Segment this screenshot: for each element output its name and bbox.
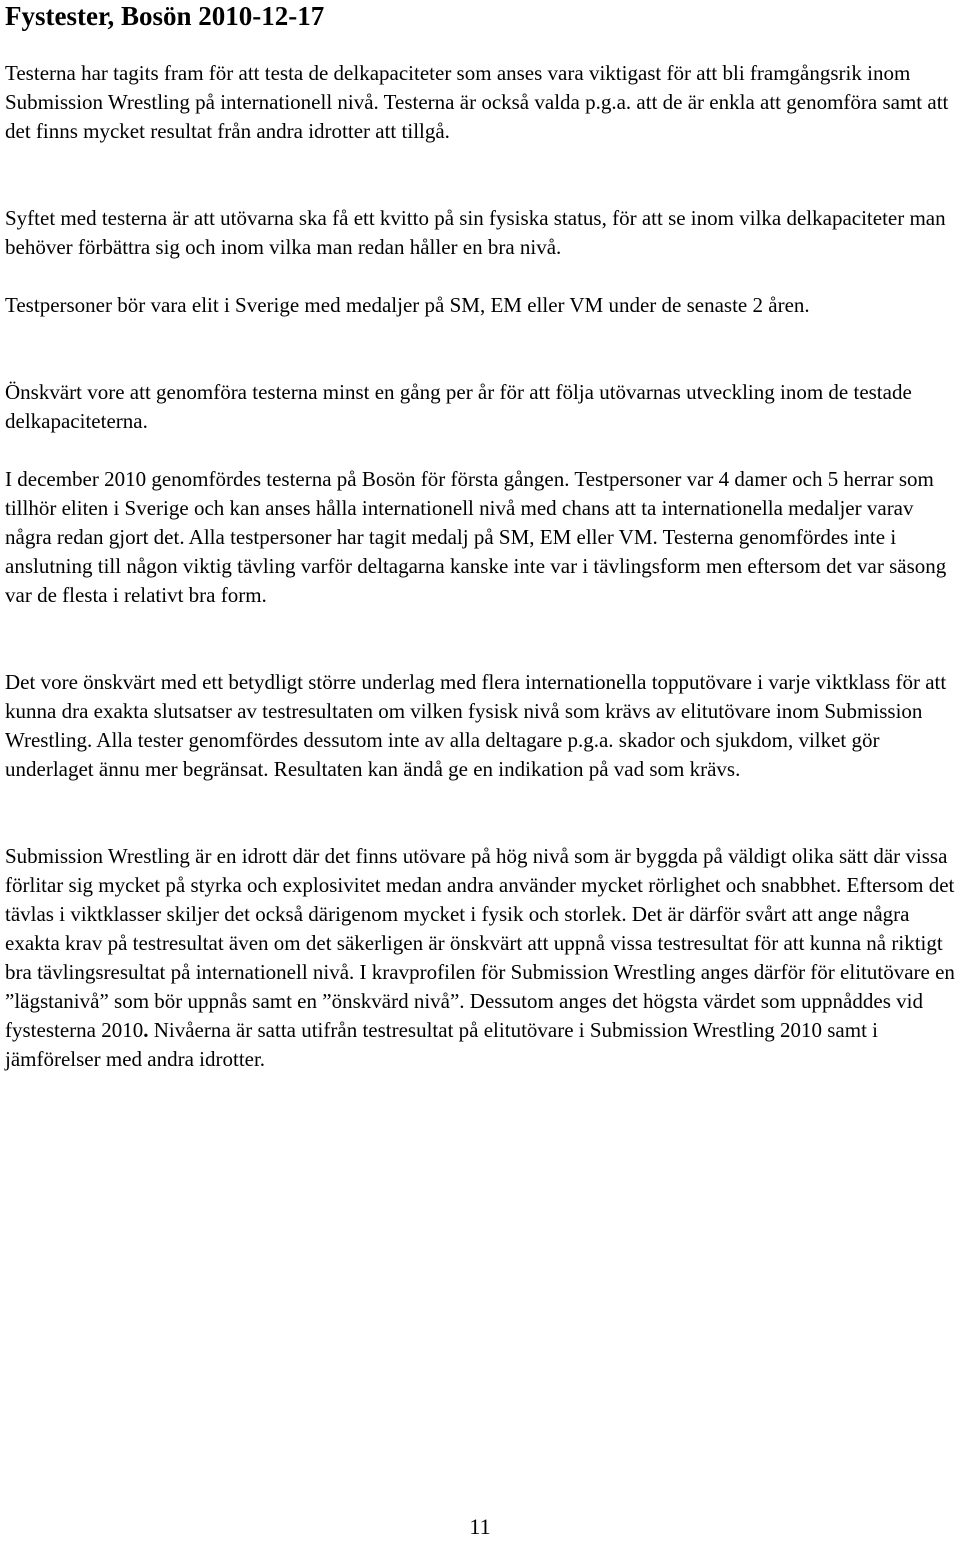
paragraph-test-subjects: Testpersoner bör vara elit i Sverige med medaljer på SM, EM eller VM under de senaste 2 åren. (5, 293, 810, 317)
page-number: 11 (469, 1514, 491, 1539)
paragraph-frequency: Önskvärt vore att genomföra testerna minst en gång per år för att följa utövarnas utveckling inom de testade delkapaciteterna. (5, 380, 912, 433)
paragraph-december-2010: I december 2010 genomfördes testerna på Bosön för första gången. Testpersoner var 4 damer och 5 herrar som tillhör eliten i Sverige och kan anses hålla internationell nivå med chans att ta internationella medaljer varav några redan gjort det. Alla testpersoner har tagit medalj på SM, EM eller VM. Testerna genomfördes inte i anslutning till någon viktig tävling varför deltagarna kanske inte var i tävlingsform men eftersom det var säsong var de flesta i relativt bra form. (5, 467, 947, 607)
paragraph-purpose: Syftet med testerna är att utövarna ska få ett kvitto på sin fysiska status, för att se inom vilka delkapaciteter man behöver förbättra sig och inom vilka man redan håller en bra nivå. (5, 206, 946, 259)
submission-text-part2: Nivåerna är satta utifrån testresultat på elitutövare i Submission Wrestling 2010 samt i jämförelser med andra idrotter. (5, 1018, 878, 1071)
paragraph-submission-wrestling (5, 842, 957, 1074)
submission-text-bold-period: . (143, 1018, 149, 1042)
paragraph-intro: Testerna har tagits fram för att testa de delkapaciteter som anses vara viktigast för att bli framgångsrik inom Submission Wrestling på internationell nivå. Testerna är också valda p.g.a. att de är enkla att genomföra samt att det finns mycket resultat från andra idrotter att tillgå. (5, 61, 949, 143)
page-title: Fystester, Bosön 2010-12-17 (5, 1, 325, 31)
paragraph-limitations: Det vore önskvärt med ett betydligt större underlag med flera internationella topputövare i varje viktklass för att kunna dra exakta slutsatser av testresultaten om vilken fysisk nivå som krävs av elitutövare inom Submission Wrestling. Alla tester genomfördes dessutom inte av alla deltagare p.g.a. skador och sjukdom, vilket gör underlaget ännu mer begränsat. Resultaten kan ändå ge en indikation på vad som krävs. (5, 670, 947, 781)
submission-text-part1: Submission Wrestling är en idrott där det finns utövare på hög nivå som är byggda på väldigt olika sätt där vissa förlitar sig mycket på styrka och explosivitet medan andra använder mycket rörlighet och snabbhet. Eftersom det tävlas i viktklasser skiljer det också därigenom mycket i fysik och storlek. Det är därför svårt att ange några exakta krav på testresultat även om det säkerligen är önskvärt att uppnå vissa testresultat för att kunna nå riktigt bra tävlingsresultat på internationell nivå. I kravprofilen för Submission Wrestling anges därför för elitutövare en ”lägstanivå” som bör uppnås samt en ”önskvärd nivå”. Dessutom anges det högsta värdet som uppnåddes vid fystesterna 2010 (5, 844, 955, 1042)
